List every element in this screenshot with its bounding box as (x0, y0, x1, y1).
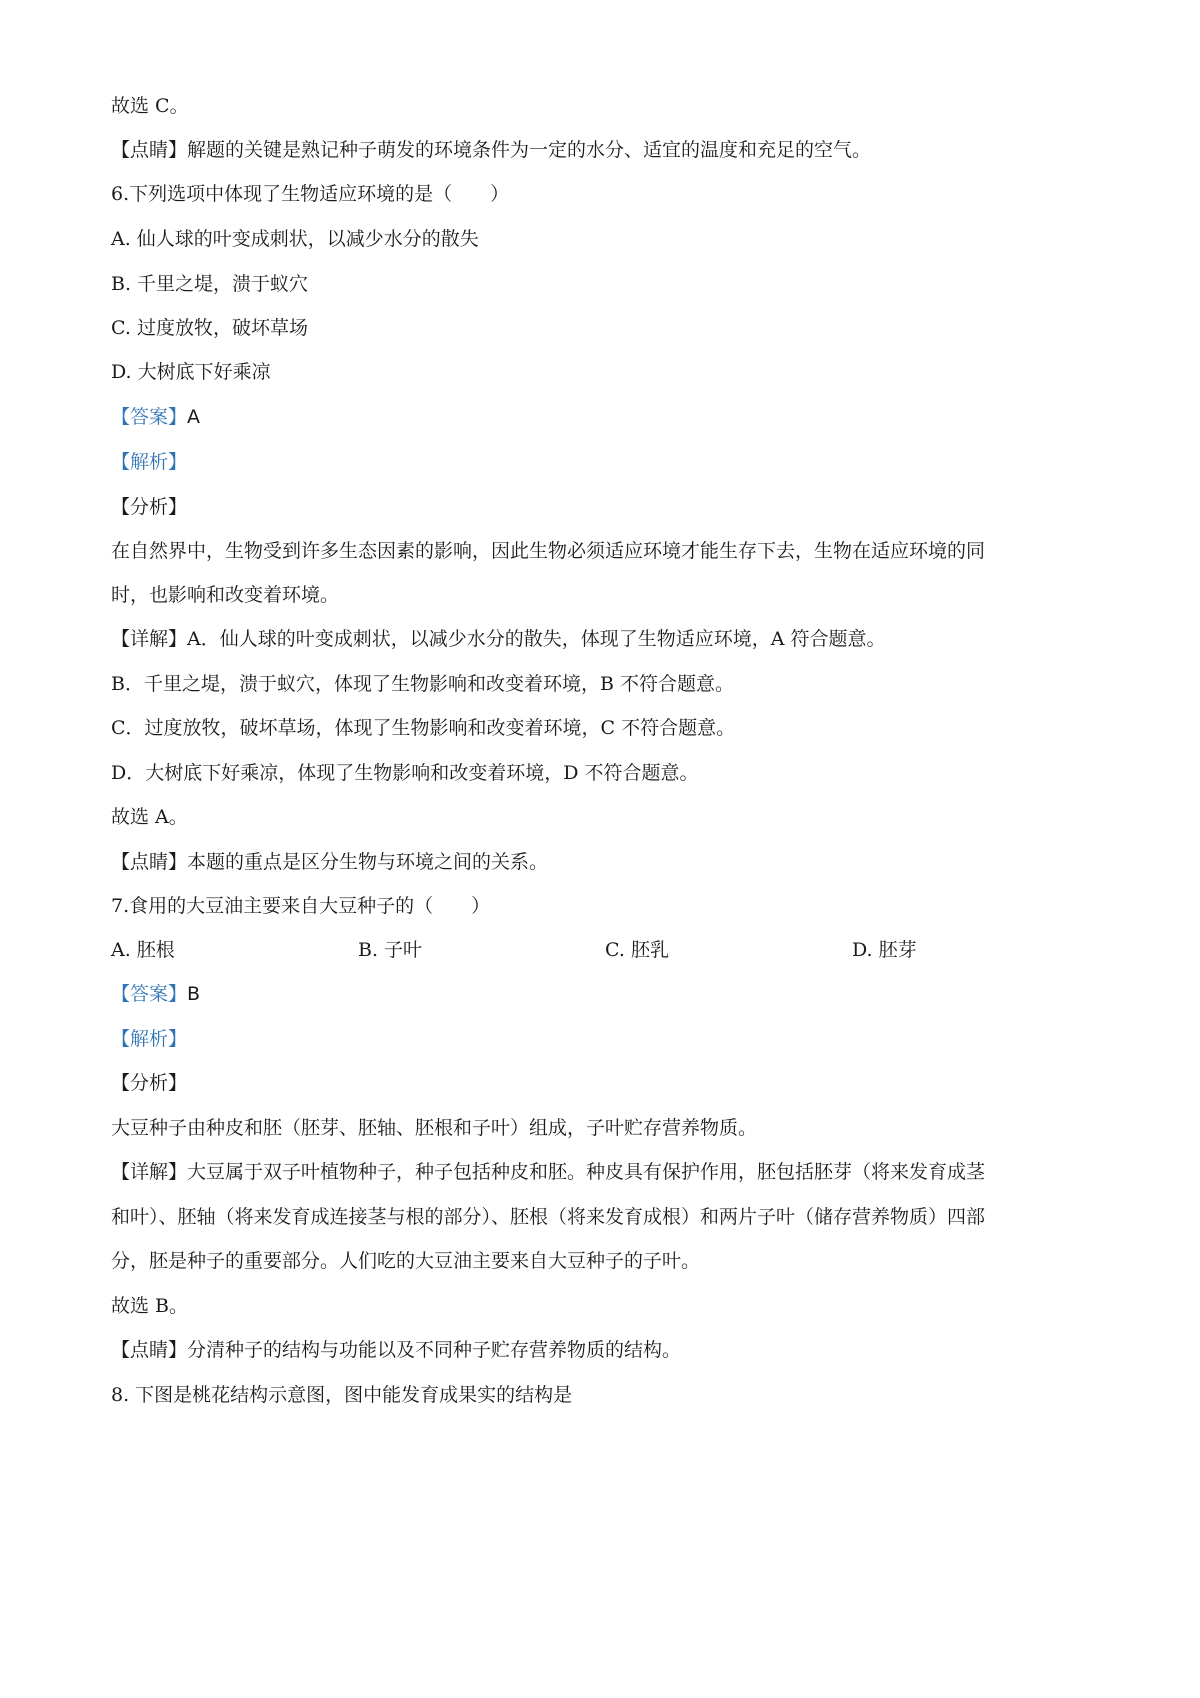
q6-detail-label: 【详解】 (111, 628, 188, 650)
q7-tip-text: 分清种子的结构与功能以及不同种子贮存营养物质的结构。 (187, 1339, 682, 1361)
q5-tip (111, 137, 871, 163)
q6-answer-value: A (187, 406, 201, 428)
q7-options-row (111, 937, 1101, 963)
q6-detail-a-text: A．仙人球的叶变成刺状，以减少水分的散失，体现了生物适应环境，A 符合题意。 (187, 628, 886, 650)
q6-detail-d: D．大树底下好乘凉，体现了生物影响和改变着环境，D 不符合题意。 (111, 762, 699, 784)
q7-analysis-label: 【分析】 (111, 1072, 188, 1094)
q6-detail-c: C．过度放牧，破坏草场，体现了生物影响和改变着环境，C 不符合题意。 (111, 717, 736, 739)
q6-question: 6.下列选项中体现了生物适应环境的是（ ） (111, 183, 510, 205)
q7-conclusion: 故选 B。 (111, 1295, 189, 1317)
q7-analysis-text: 大豆种子由种皮和胚（胚芽、胚轴、胚根和子叶）组成，子叶贮存营养物质。 (111, 1117, 758, 1139)
q6-analysis-line-2: 时，也影响和改变着环境。 (111, 584, 340, 606)
q7-answer-value: B (187, 983, 201, 1005)
q6-tip-label: 【点睛】 (111, 851, 188, 873)
q7-answer (111, 981, 200, 1007)
q6-option-d: D. 大树底下好乘凉 (111, 361, 271, 383)
q7-detail-line-1-text: 大豆属于双子叶植物种子，种子包括种皮和胚。种皮具有保护作用，胚包括胚芽（将来发育成茎 (187, 1161, 986, 1183)
q6-tip-text: 本题的重点是区分生物与环境之间的关系。 (187, 851, 549, 873)
q6-option-b: B. 千里之堤，溃于蚁穴 (111, 273, 309, 295)
q7-tip-label: 【点睛】 (111, 1339, 188, 1361)
q6-option-a: A. 仙人球的叶变成刺状，以减少水分的散失 (111, 228, 479, 250)
q7-detail-line-3: 分，胚是种子的重要部分。人们吃的大豆油主要来自大豆种子的子叶。 (111, 1250, 701, 1272)
q7-option-a: A. 胚根 (111, 939, 175, 961)
q7-option-c: C. 胚乳 (605, 939, 669, 961)
q5-conclusion: 故选 C。 (111, 95, 189, 117)
q5-tip-label: 【点睛】 (111, 139, 188, 161)
q6-detail-a (111, 626, 886, 652)
q7-detail-label: 【详解】 (111, 1161, 188, 1183)
q6-detail-b: B．千里之堤，溃于蚁穴，体现了生物影响和改变着环境，B 不符合题意。 (111, 673, 734, 695)
q7-detail-line-2: 和叶）、胚轴（将来发育成连接茎与根的部分）、胚根（将来发育成根）和两片子叶（储存营养物质）四部 (111, 1206, 986, 1228)
q6-tip (111, 849, 548, 875)
q6-answer (111, 404, 200, 430)
q7-option-d: D. 胚芽 (852, 939, 917, 961)
q6-jiexi-label: 【解析】 (111, 451, 188, 473)
q7-detail-line-1 (111, 1159, 985, 1185)
q6-conclusion: 故选 A。 (111, 806, 188, 828)
q6-answer-label: 【答案】 (111, 406, 188, 428)
q7-option-b: B. 子叶 (358, 939, 423, 961)
q6-option-c: C. 过度放牧，破坏草场 (111, 317, 308, 339)
q7-answer-label: 【答案】 (111, 983, 188, 1005)
q8-question: 8. 下图是桃花结构示意图，图中能发育成果实的结构是 (111, 1384, 573, 1406)
q6-analysis-line-1: 在自然界中，生物受到许多生态因素的影响，因此生物必须适应环境才能生存下去，生物在适应环境的同 (111, 540, 986, 562)
q7-tip (111, 1337, 681, 1363)
q7-question: 7.食用的大豆油主要来自大豆种子的（ ） (111, 895, 491, 917)
q5-tip-text: 解题的关键是熟记种子萌发的环境条件为一定的水分、适宜的温度和充足的空气。 (187, 139, 872, 161)
q7-jiexi-label: 【解析】 (111, 1028, 188, 1050)
q6-analysis-label: 【分析】 (111, 496, 188, 518)
